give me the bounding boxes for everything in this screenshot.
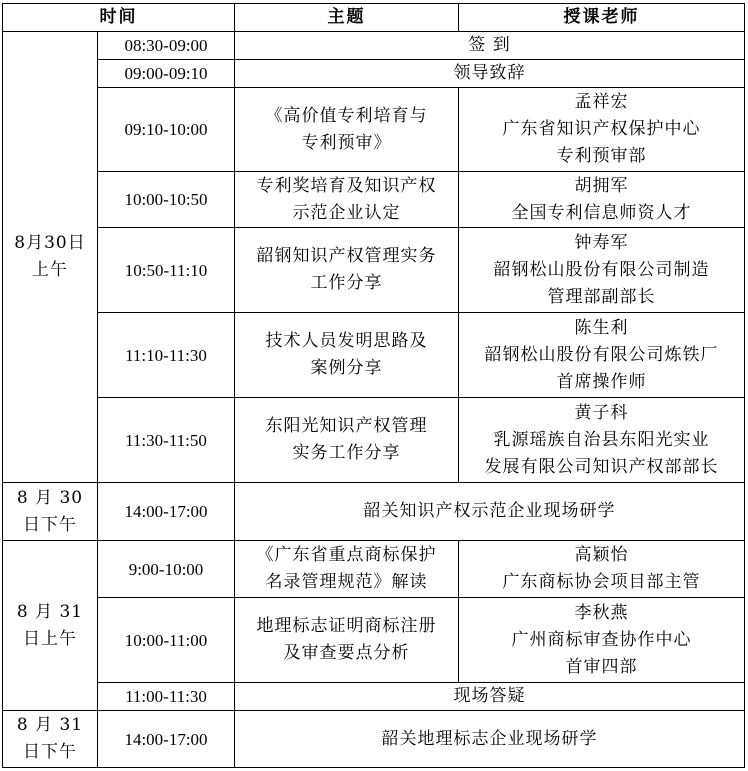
header-teacher: 授课老师 bbox=[459, 4, 745, 32]
topic-cell: 现场答疑 bbox=[235, 683, 745, 711]
topic-cell: 地理标志证明商标注册 及审查要点分析 bbox=[235, 598, 459, 683]
time-cell: 11:10-11:30 bbox=[98, 313, 235, 398]
topic-cell: 专利奖培育及知识产权 示范企业认定 bbox=[235, 172, 459, 228]
teacher-cell: 陈生利 韶钢松山股份有限公司炼铁厂 首席操作师 bbox=[459, 313, 745, 398]
table-row bbox=[3, 541, 745, 598]
topic-cell: 韶钢知识产权管理实务 工作分享 bbox=[235, 228, 459, 313]
schedule-table bbox=[2, 3, 745, 768]
topic-cell: 《高价值专利培育与 专利预审》 bbox=[235, 88, 459, 172]
topic-cell: 东阳光知识产权管理 实务工作分享 bbox=[235, 398, 459, 483]
table-row bbox=[3, 398, 745, 483]
day-label: 8 月 30 日下午 bbox=[3, 483, 98, 541]
time-cell: 11:00-11:30 bbox=[98, 683, 235, 711]
topic-cell: 领导致辞 bbox=[235, 60, 745, 88]
topic-cell: 韶关知识产权示范企业现场研学 bbox=[235, 483, 745, 541]
table-row bbox=[3, 88, 745, 172]
table-row bbox=[3, 483, 745, 541]
teacher-cell: 黄子科 乳源瑶族自治县东阳光实业 发展有限公司知识产权部部长 bbox=[459, 398, 745, 483]
topic-cell: 技术人员发明思路及 案例分享 bbox=[235, 313, 459, 398]
teacher-cell: 胡拥军 全国专利信息师资人才 bbox=[459, 172, 745, 228]
time-cell: 10:00-11:00 bbox=[98, 598, 235, 683]
time-cell: 10:50-11:10 bbox=[98, 228, 235, 313]
teacher-cell: 钟寿军 韶钢松山股份有限公司制造 管理部副部长 bbox=[459, 228, 745, 313]
table-row bbox=[3, 711, 745, 768]
table-row bbox=[3, 32, 745, 60]
table-row bbox=[3, 313, 745, 398]
day-label: 8 月 31 日上午 bbox=[3, 541, 98, 711]
time-cell: 08:30-09:00 bbox=[98, 32, 235, 60]
header-time: 时间 bbox=[3, 4, 235, 32]
header-topic: 主题 bbox=[235, 4, 459, 32]
time-cell: 9:00-10:00 bbox=[98, 541, 235, 598]
topic-cell: 签 到 bbox=[235, 32, 745, 60]
teacher-cell: 高颖怡 广东商标协会项目部主管 bbox=[459, 541, 745, 598]
topic-cell: 韶关地理标志企业现场研学 bbox=[235, 711, 745, 768]
time-cell: 14:00-17:00 bbox=[98, 711, 235, 768]
header-row bbox=[3, 4, 745, 32]
time-cell: 10:00-10:50 bbox=[98, 172, 235, 228]
time-cell: 14:00-17:00 bbox=[98, 483, 235, 541]
table-row bbox=[3, 172, 745, 228]
teacher-cell: 李秋燕 广州商标审查协作中心 首审四部 bbox=[459, 598, 745, 683]
time-cell: 09:00-09:10 bbox=[98, 60, 235, 88]
table-row bbox=[3, 228, 745, 313]
table-row bbox=[3, 598, 745, 683]
day-label: 8月30日 上午 bbox=[3, 32, 98, 483]
time-cell: 11:30-11:50 bbox=[98, 398, 235, 483]
table-row bbox=[3, 60, 745, 88]
time-cell: 09:10-10:00 bbox=[98, 88, 235, 172]
day-label: 8 月 31 日下午 bbox=[3, 711, 98, 768]
teacher-cell: 孟祥宏 广东省知识产权保护中心 专利预审部 bbox=[459, 88, 745, 172]
table-row bbox=[3, 683, 745, 711]
topic-cell: 《广东省重点商标保护 名录管理规范》解读 bbox=[235, 541, 459, 598]
